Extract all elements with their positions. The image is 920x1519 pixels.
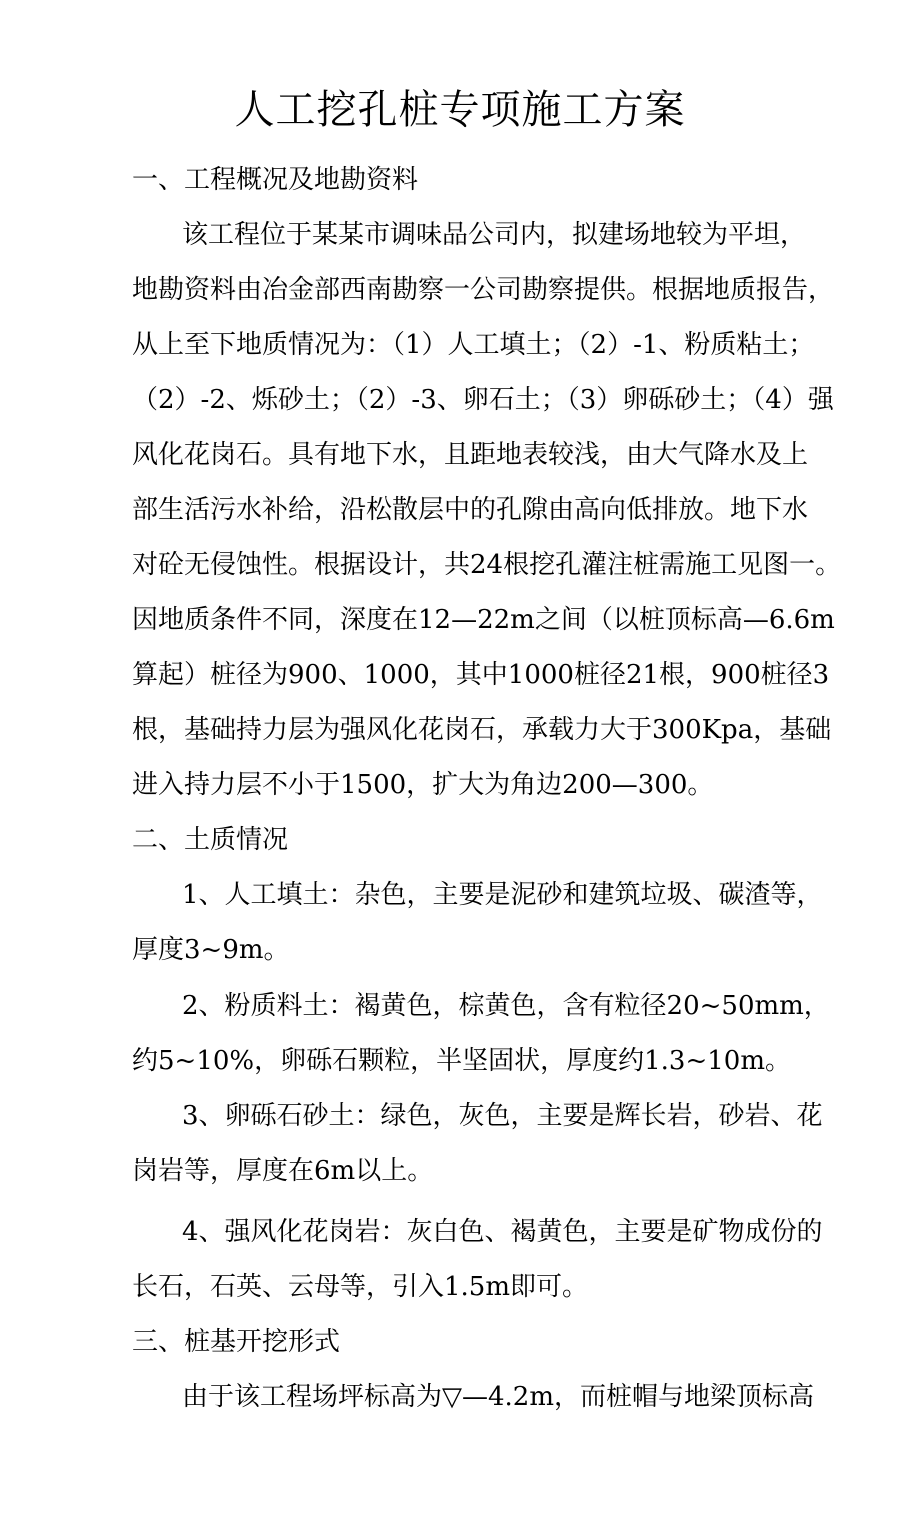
paragraph-line: 风化花岗石。具有地下水，且距地表较浅，由大气降水及上	[132, 440, 809, 470]
document-title: 人工挖孔桩专项施工方案	[234, 87, 686, 133]
paragraph-line: 算起）桩径为900、1000，其中1000桩径21根，900桩径3	[132, 660, 830, 690]
paragraph-line: 2、粉质料土：褐黄色，棕黄色，含有粒径20~50mm，	[182, 991, 830, 1021]
paragraph-line: 约5~10%，卵砾石颗粒，半坚固状，厚度约1.3~10m。	[132, 1046, 791, 1076]
paragraph-line: 1、人工填土：杂色，主要是泥砂和建筑垃圾、碳渣等，	[182, 880, 823, 910]
paragraph-line: 3、卵砾石砂土：绿色，灰色，主要是辉长岩，砂岩、花	[182, 1101, 823, 1131]
section-heading: 三、桩基开挖形式	[132, 1327, 341, 1357]
paragraph-line: 厚度3~9m。	[132, 935, 290, 965]
paragraph-line: 对砼无侵蚀性。根据设计，共24根挖孔灌注桩需施工见图一。	[132, 550, 842, 580]
paragraph-line: 因地质条件不同，深度在12—22m之间（以桩顶标高—6.6m	[132, 605, 835, 635]
paragraph-line: 长石，石英、云母等，引入1.5m即可。	[132, 1272, 589, 1302]
section-heading: 二、土质情况	[132, 825, 289, 855]
paragraph-line: 岗岩等，厚度在6m以上。	[132, 1156, 434, 1186]
paragraph-line: 部生活污水补给，沿松散层中的孔隙由高向低排放。地下水	[132, 495, 809, 525]
paragraph-line: 由于该工程场坪标高为▽—4.2m，而桩帽与地梁顶标高	[182, 1382, 814, 1412]
section-heading: 一、工程概况及地勘资料	[132, 165, 419, 195]
paragraph-line: 根，基础持力层为强风化花岗石，承载力大于300Kpa，基础	[132, 715, 832, 745]
paragraph-line: 从上至下地质情况为：（1）人工填土；（2）-1、粉质粘土；	[132, 330, 815, 360]
paragraph-line: （2）-2、烁砂土；（2）-3、卵石土；（3）卵砾砂土；（4）强	[132, 385, 834, 415]
paragraph-line: 4、强风化花岗岩：灰白色、褐黄色，主要是矿物成份的	[182, 1217, 823, 1247]
paragraph-line: 该工程位于某某市调味品公司内，拟建场地较为平坦，	[182, 220, 807, 250]
paragraph-line: 进入持力层不小于1500，扩大为角边200—300。	[132, 770, 714, 800]
paragraph-line: 地勘资料由冶金部西南勘察一公司勘察提供。根据地质报告，	[132, 275, 835, 305]
